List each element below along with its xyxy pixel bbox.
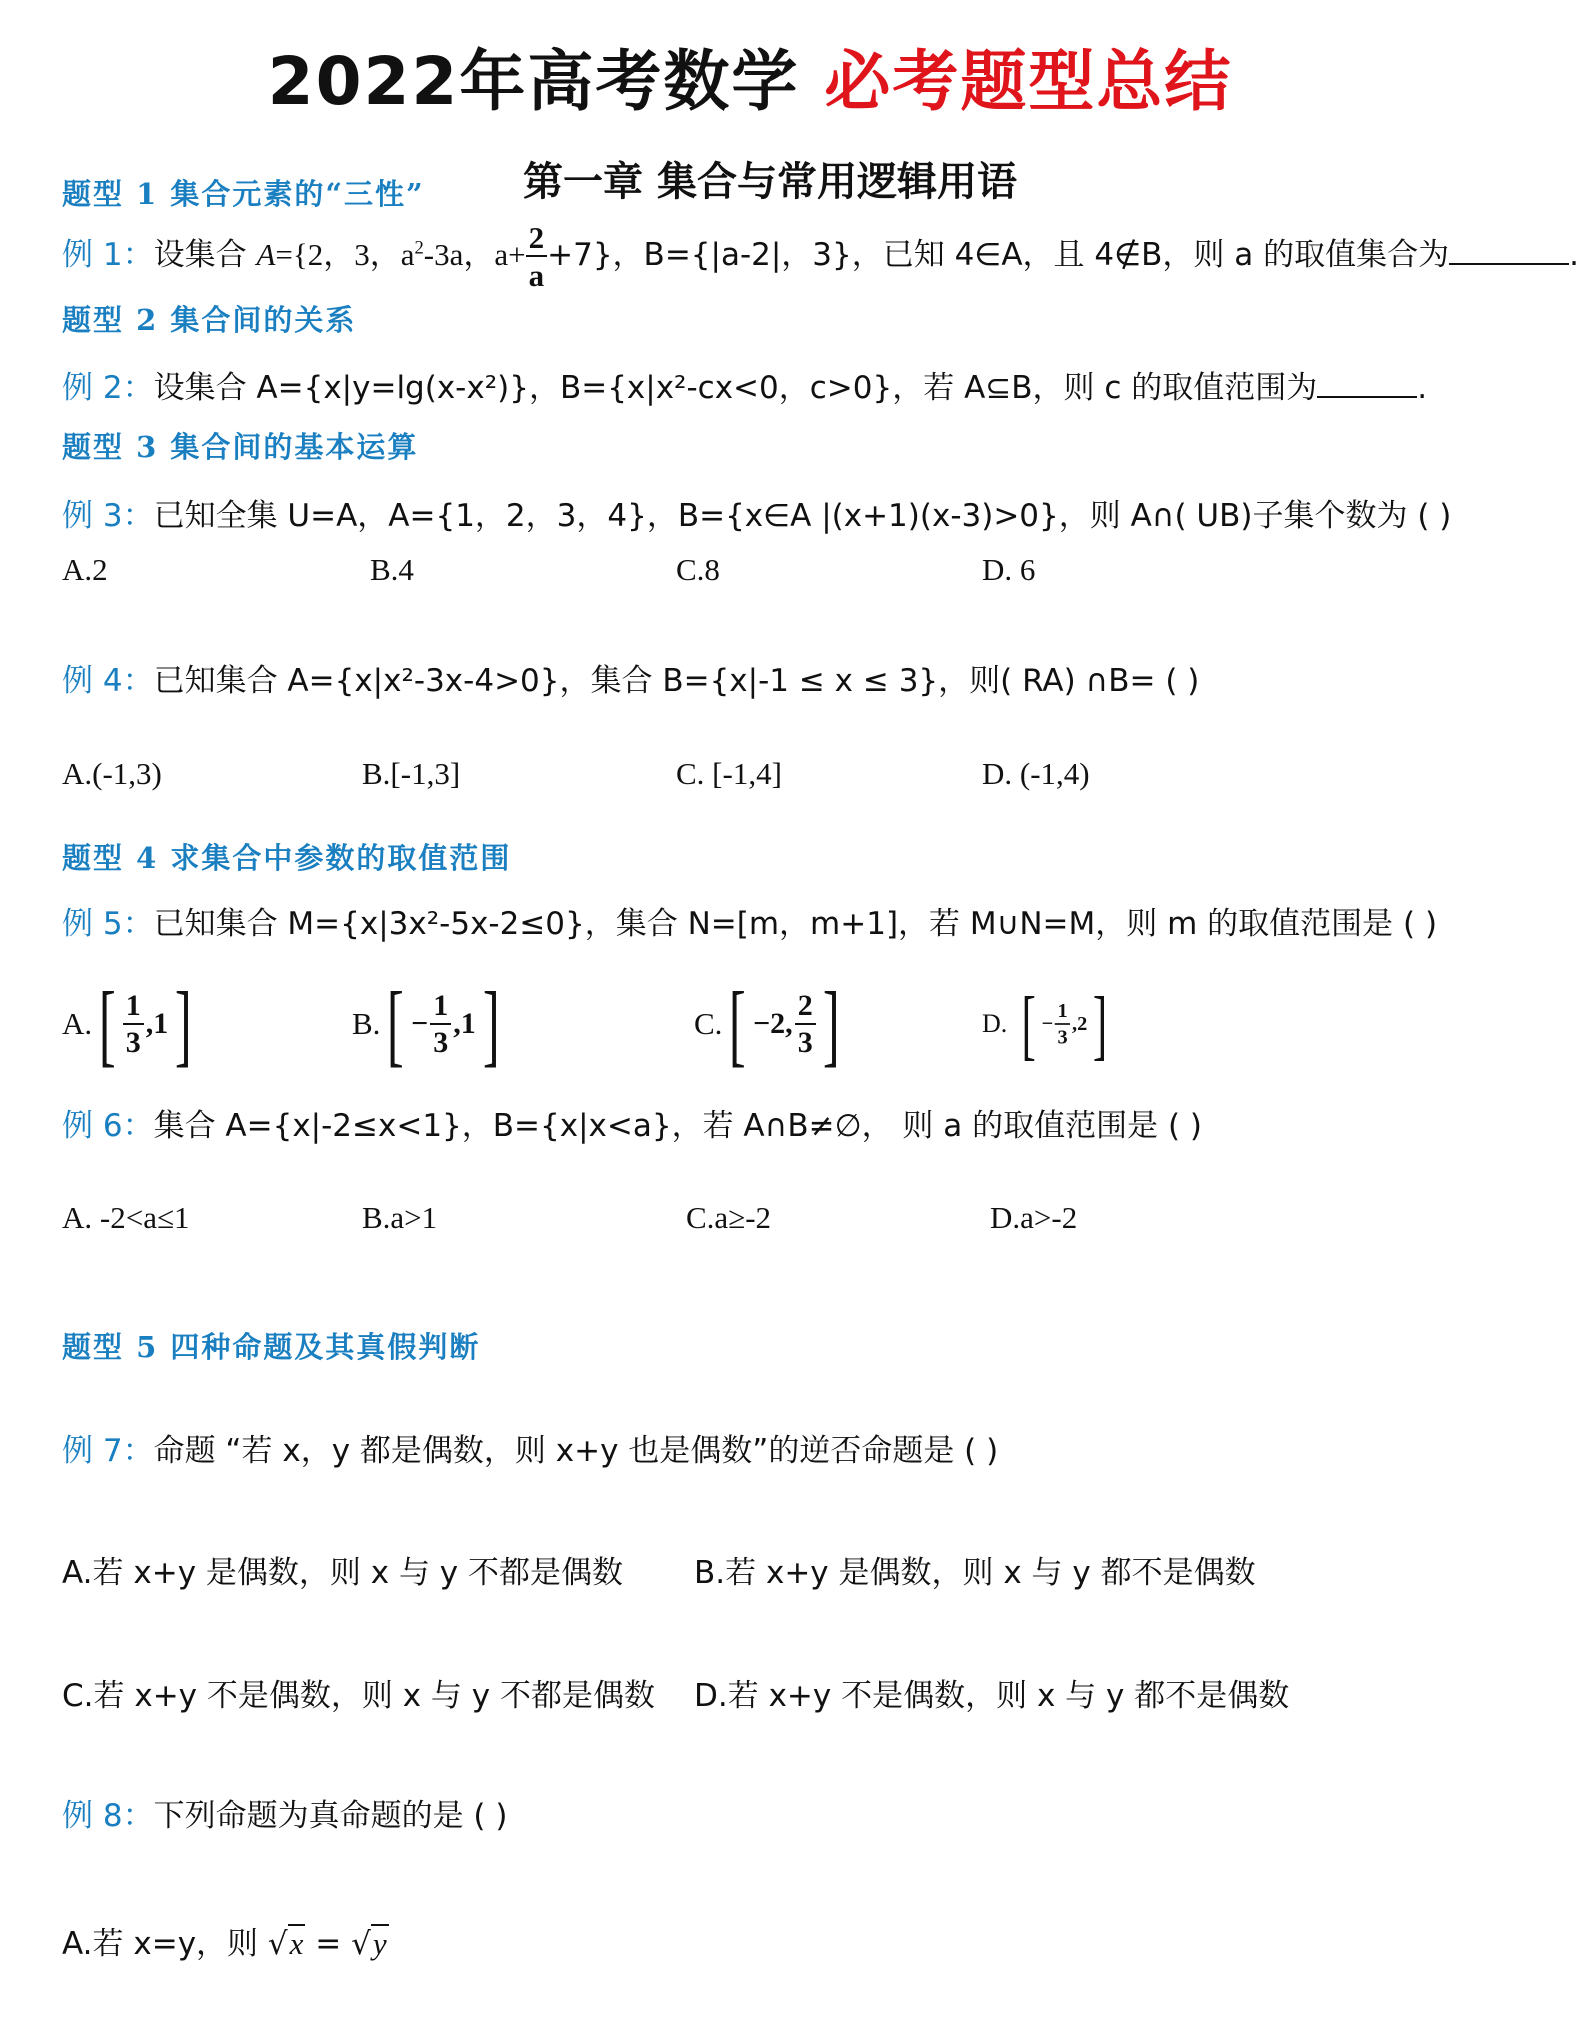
option-a: A.若 x+y 是偶数，则 x 与 y 不都是偶数	[62, 1555, 623, 1591]
example-1: 例 1：设集合 A={2，3，$a^2-3a$，a+ $\frac{2}{a}$ +7}，B={|a-2|，3}，已知 4∈A，且 4∉B，则 a 的取值集合为 .	[62, 220, 1579, 293]
sqrt-y: y	[372, 1926, 387, 1961]
option-c: C. [ −2, $\frac{2}{3}$ ]	[694, 973, 840, 1075]
option-b: B.若 x+y 是偶数，则 x 与 y 都不是偶数	[694, 1555, 1256, 1591]
option-c: C. [-1,4]	[676, 756, 782, 791]
option-a: A. [ $\frac{1}{3}$ ,1 ]	[62, 973, 193, 1075]
option-d: D. 6	[982, 552, 1036, 587]
example-3: 例 3：已知全集 U=A，A={1，2，3，4}，B={x∈A |(x+1)(x-3)>0}，则 A∩( UB)子集个数为 ( )	[62, 498, 1452, 534]
type-heading-2: 题型 2 集合间的关系	[62, 303, 357, 337]
example-label: 例 3：	[62, 498, 154, 534]
option-c: C.a≥-2	[686, 1200, 772, 1235]
type-heading-1: 题型 1 集合元素的“三性”	[62, 177, 425, 211]
option-b: B.4	[370, 552, 414, 587]
option-d: D. (-1,4)	[982, 756, 1090, 791]
example-4: 例 4：已知集合 A={x|x²-3x-4>0}，集合 B={x|-1 ≤ x ≤ 3}，则( RA) ∩B= ( )	[62, 663, 1200, 699]
option-c: C.8	[676, 552, 720, 587]
option-a: A.2	[62, 552, 108, 587]
title-highlight: 必考题型总结	[824, 43, 1233, 120]
example-2: 例 2：设集合 A={x|y=lg(x-x²)}，B={x|x²-cx<0，c>0}，若 A⊆B，则 c 的取值范围为 .	[62, 370, 1428, 406]
option-d: D.a>-2	[990, 1200, 1078, 1235]
example-label: 例 8：	[62, 1798, 154, 1834]
example-label: 例 5：	[62, 906, 154, 942]
answer-blank	[1317, 370, 1417, 398]
page-title	[0, 28, 1500, 123]
title-main: 2022年高考数学	[267, 43, 825, 120]
option-a: A. -2<a≤1	[62, 1200, 190, 1235]
chapter-heading: 第一章 集合与常用逻辑用语	[523, 159, 1017, 205]
type-heading-4: 题型 4 求集合中参数的取值范围	[62, 841, 512, 875]
type-heading-3: 题型 3 集合间的基本运算	[62, 430, 419, 464]
example-label: 例 7：	[62, 1433, 154, 1469]
example-label: 例 2：	[62, 370, 154, 406]
option-a: A.若 x=y，则 √x = √y	[62, 1926, 387, 1962]
example-label: 例 4：	[62, 663, 154, 699]
option-b: B.[-1,3]	[362, 756, 461, 791]
example-5: 例 5：已知集合 M={x|3x²-5x-2≤0}，集合 N=[m，m+1]，若 M∪N=M，则 m 的取值范围是 ( )	[62, 906, 1438, 942]
option-d: D.若 x+y 不是偶数，则 x 与 y 都不是偶数	[694, 1678, 1290, 1714]
type-heading-5: 题型 5 四种命题及其真假判断	[62, 1330, 481, 1364]
option-a: A.(-1,3)	[62, 756, 162, 791]
option-c: C.若 x+y 不是偶数，则 x 与 y 不都是偶数	[62, 1678, 655, 1714]
option-d: D. [ − $\frac{1}{3}$ ,2 ]	[982, 980, 1108, 1068]
example-6: 例 6：集合 A={x|-2≤x<1}，B={x|x<a}，若 A∩B≠∅， 则 a 的取值范围是 ( )	[62, 1108, 1203, 1144]
example-7: 例 7：命题 “若 x，y 都是偶数，则 x+y 也是偶数”的逆否命题是 ( )	[62, 1433, 999, 1469]
option-b: B. [ − $\frac{1}{3}$ ,1 ]	[352, 973, 500, 1075]
option-b: B.a>1	[362, 1200, 438, 1235]
example-label: 例 6：	[62, 1108, 154, 1144]
fraction: $\frac{2}{a}$	[526, 222, 548, 291]
example-label: 例 1：	[62, 237, 154, 273]
sqrt-x: x	[289, 1926, 304, 1961]
example-8: 例 8：下列命题为真命题的是 ( )	[62, 1798, 508, 1834]
answer-blank	[1449, 237, 1569, 265]
